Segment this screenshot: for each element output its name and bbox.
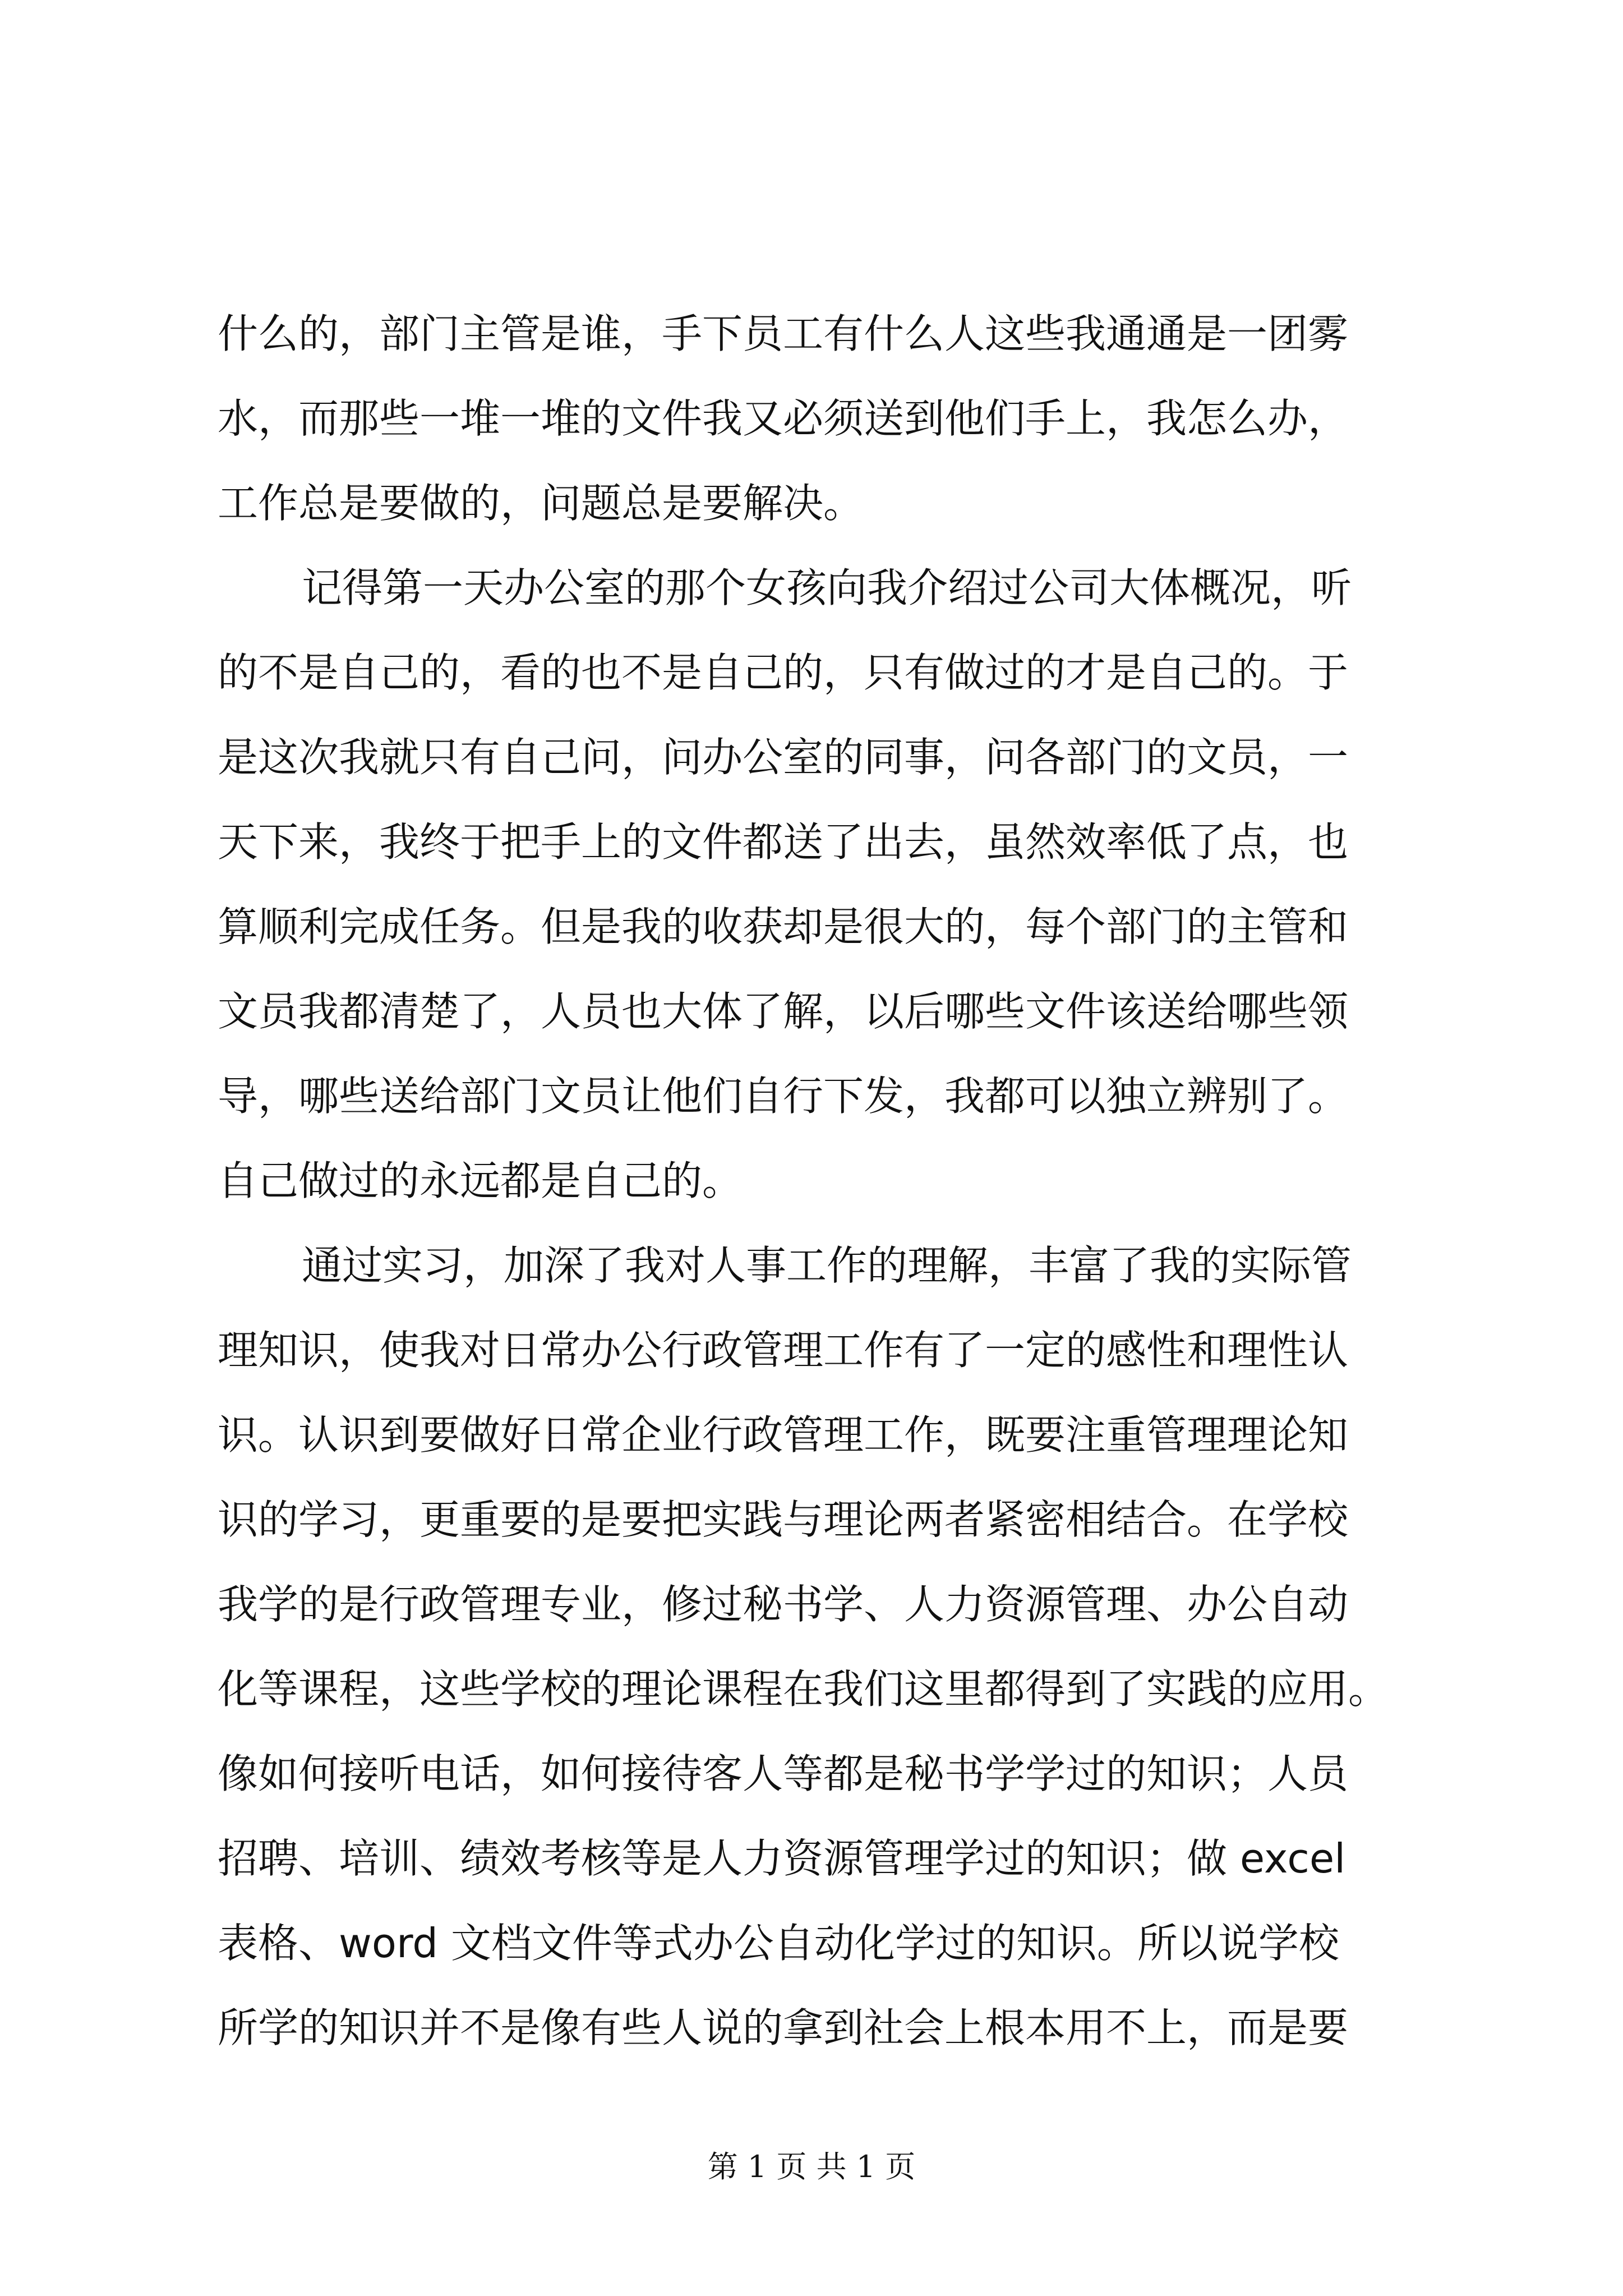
text-line: 记得第一天办公室的那个女孩向我介绍过公司大体概况，听 <box>302 564 1352 611</box>
text-line: 导，哪些送给部门文员让他们自行下发，我都可以独立辨别了。 <box>218 1073 1349 1120</box>
text-line: 是这次我就只有自己问，问办公室的同事，问各部门的文员，一 <box>218 734 1349 781</box>
text-line: 招聘、培训、绩效考核等是人力资源管理学过的知识；做 excel <box>218 1835 1346 1882</box>
text-line: 天下来，我终于把手上的文件都送了出去，虽然效率低了点，也 <box>218 818 1349 866</box>
text-line: 像如何接听电话，如何接待客人等都是秘书学学过的知识；人员 <box>218 1750 1349 1797</box>
text-line: 识的学习，更重要的是要把实践与理论两者紧密相结合。在学校 <box>218 1496 1349 1543</box>
text-line: 理知识，使我对日常办公行政管理工作有了一定的感性和理性认 <box>218 1327 1349 1374</box>
text-line: 算顺利完成任务。但是我的收获却是很大的，每个部门的主管和 <box>218 903 1349 950</box>
text-line: 化等课程，这些学校的理论课程在我们这里都得到了实践的应用。 <box>218 1665 1389 1713</box>
text-line: 文员我都清楚了，人员也大体了解，以后哪些文件该送给哪些领 <box>218 988 1349 1035</box>
text-line: 所学的知识并不是像有些人说的拿到社会上根本用不上，而是要 <box>218 2004 1349 2051</box>
page-footer: 第 1 页 共 1 页 <box>707 2149 916 2184</box>
text-line: 什么的，部门主管是谁，手下员工有什么人这些我通通是一团雾 <box>218 310 1349 357</box>
document-body <box>218 292 1423 2070</box>
text-line: 的不是自己的，看的也不是自己的，只有做过的才是自己的。于 <box>218 649 1349 696</box>
text-line: 水，而那些一堆一堆的文件我又必须送到他们手上，我怎么办， <box>218 395 1349 442</box>
text-line: 自己做过的永远都是自己的。 <box>218 1157 743 1204</box>
text-line: 通过实习，加深了我对人事工作的理解，丰富了我的实际管 <box>302 1242 1352 1289</box>
text-line: 表格、word 文档文件等式办公自动化学过的知识。所以说学校 <box>218 1920 1339 1967</box>
text-line: 我学的是行政管理专业，修过秘书学、人力资源管理、办公自动 <box>218 1581 1349 1628</box>
text-line: 识。认识到要做好日常企业行政管理工作，既要注重管理理论知 <box>218 1411 1349 1458</box>
text-line: 工作总是要做的，问题总是要解决。 <box>218 480 864 527</box>
